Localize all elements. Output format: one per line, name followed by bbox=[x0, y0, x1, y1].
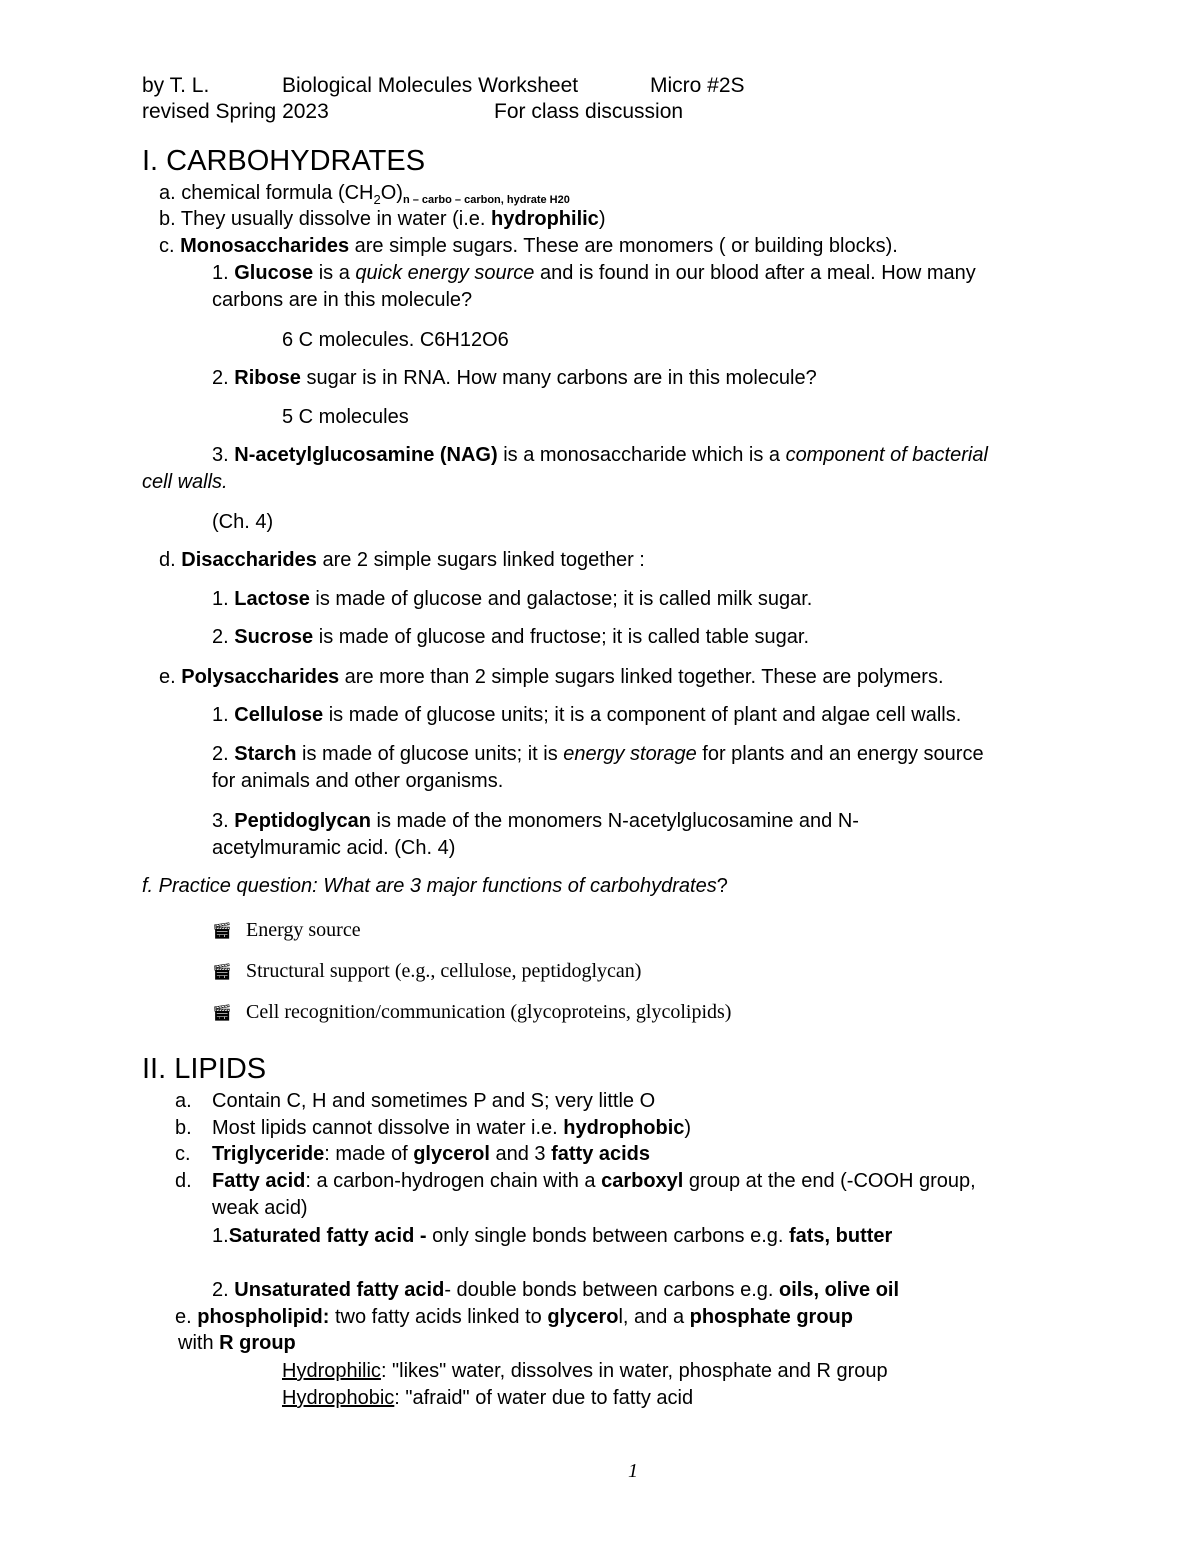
lipids-item-e-cont: with R group bbox=[178, 1332, 296, 1354]
lipids-item-d-cont: weak acid) bbox=[212, 1197, 308, 1219]
carbs-item-b: b. They usually dissolve in water (i.e. hydrophilic) bbox=[159, 208, 606, 230]
lipids-item-c: Triglyceride: made of glycerol and 3 fatty acids bbox=[212, 1143, 651, 1165]
lipids-heading: II. LIPIDS bbox=[142, 1053, 267, 1085]
lipids-item-c-label: c. bbox=[175, 1143, 191, 1165]
hydrophilic-definition: Hydrophilic: "likes" water, dissolves in water, phosphate and R group bbox=[282, 1360, 888, 1382]
carbs-item-d1: 1. Lactose is made of glucose and galactose; it is called milk sugar. bbox=[212, 588, 813, 610]
lipids-item-d2: 2. Unsaturated fatty acid- double bonds between carbons e.g. oils, olive oil bbox=[212, 1279, 900, 1301]
carbs-item-c: c. Monosaccharides are simple sugars. These are monomers ( or building blocks). bbox=[159, 235, 898, 257]
lipids-item-d-label: d. bbox=[175, 1170, 192, 1192]
lipids-item-d: Fatty acid: a carbon-hydrogen chain with a carboxyl group at the end (-COOH group, bbox=[212, 1170, 976, 1192]
carbs-item-e2-cont: for animals and other organisms. bbox=[212, 770, 504, 792]
answer-item: 🎬︎ Cell recognition/communication (glycoproteins, glycolipids) bbox=[212, 1000, 731, 1026]
practice-question: f. Practice question: What are 3 major functions of carbohydrates? bbox=[142, 875, 728, 897]
carbs-item-c1-answer: 6 C molecules. C6H12O6 bbox=[282, 329, 509, 351]
lipids-item-d1: 1.Saturated fatty acid - only single bonds between carbons e.g. fats, butter bbox=[212, 1225, 893, 1247]
header-revised: revised Spring 2023 bbox=[142, 100, 329, 123]
clapperboard-icon: 🎬︎ bbox=[212, 964, 233, 981]
carbs-item-e3-cont: acetylmuramic acid. (Ch. 4) bbox=[212, 837, 456, 859]
lipids-item-b: Most lipids cannot dissolve in water i.e. hydrophobic) bbox=[212, 1117, 692, 1139]
carbs-item-c3-cont: cell walls. bbox=[142, 471, 228, 493]
carbs-item-d: d. Disaccharides are 2 simple sugars linked together : bbox=[159, 549, 645, 571]
lipids-item-b-label: b. bbox=[175, 1117, 192, 1139]
hydrophobic-definition: Hydrophobic: "afraid" of water due to fatty acid bbox=[282, 1387, 694, 1409]
carbs-item-c2: 2. Ribose sugar is in RNA. How many carbons are in this molecule? bbox=[212, 367, 817, 389]
carbs-item-a: a. chemical formula $(CH_2O)_{n - carbo - carbon, hydrate H20}$ bbox=[159, 182, 570, 207]
carbs-item-c1-cont: carbons are in this molecule? bbox=[212, 289, 473, 311]
carbs-item-e1: 1. Cellulose is made of glucose units; it is a component of plant and algae cell walls. bbox=[212, 704, 962, 726]
header-purpose: For class discussion bbox=[494, 100, 684, 123]
carbs-item-c2-answer: 5 C molecules bbox=[282, 406, 409, 428]
carbs-item-e: e. Polysaccharides are more than 2 simple sugars linked together. These are polymers. bbox=[159, 666, 944, 688]
carbs-item-d2: 2. Sucrose is made of glucose and fructose; it is called table sugar. bbox=[212, 626, 810, 648]
clapperboard-icon: 🎬︎ bbox=[212, 923, 233, 940]
header-title: Biological Molecules Worksheet bbox=[282, 74, 579, 97]
carbs-item-e3: 3. Peptidoglycan is made of the monomers N-acetylglucosamine and N- bbox=[212, 810, 859, 832]
lipids-item-e: e. phospholipid: two fatty acids linked to glycerol, and a phosphate group bbox=[175, 1306, 853, 1328]
lipids-item-a: Contain C, H and sometimes P and S; very little O bbox=[212, 1090, 656, 1112]
page-number: 1 bbox=[628, 1460, 638, 1482]
carbs-item-c3: 3. N-acetylglucosamine (NAG) is a monosaccharide which is a component of bacterial bbox=[212, 444, 988, 466]
header-code: Micro #2S bbox=[650, 74, 745, 97]
answer-item: 🎬︎ Energy source bbox=[212, 918, 361, 944]
header-author: by T. L. bbox=[142, 74, 210, 97]
lipids-item-a-label: a. bbox=[175, 1090, 192, 1112]
carbohydrates-heading: I. CARBOHYDRATES bbox=[142, 145, 426, 177]
carbs-item-c1: 1. Glucose is a quick energy source and is found in our blood after a meal. How many bbox=[212, 262, 976, 284]
clapperboard-icon: 🎬︎ bbox=[212, 1005, 233, 1022]
carbs-item-c3-chapter: (Ch. 4) bbox=[212, 511, 274, 533]
answer-item: 🎬︎ Structural support (e.g., cellulose, peptidoglycan) bbox=[212, 959, 641, 985]
carbs-item-e2: 2. Starch is made of glucose units; it is energy storage for plants and an energy source bbox=[212, 743, 984, 765]
